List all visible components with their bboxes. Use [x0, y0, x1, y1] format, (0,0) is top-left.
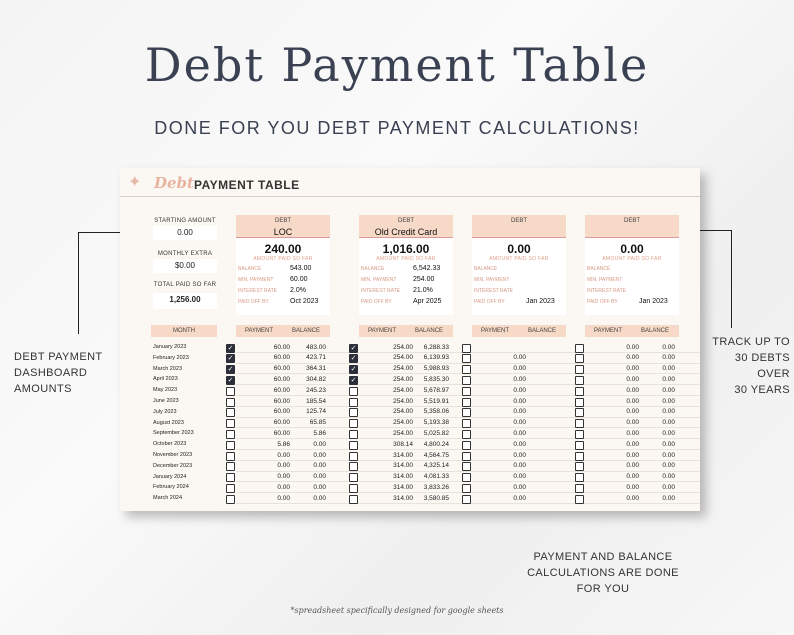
balance-cell: 5,835.30: [423, 375, 449, 383]
balance-cell: 6,139.93: [423, 354, 449, 362]
callout-track-line3: 30 YEARS: [734, 384, 790, 396]
balance-value[interactable]: 543.00: [290, 265, 312, 272]
logo-title: PAYMENT TABLE: [194, 178, 300, 192]
payment-cell[interactable]: 0.00: [513, 365, 526, 373]
paid-checkbox[interactable]: ✓: [227, 366, 234, 374]
paid-checkbox[interactable]: [349, 484, 358, 493]
payment-cell[interactable]: 60.00: [273, 386, 290, 394]
month-cell: June 2023: [153, 397, 179, 404]
paid-checkbox[interactable]: [575, 441, 584, 450]
paid-checkbox[interactable]: [462, 354, 471, 363]
paid-checkbox[interactable]: [226, 495, 235, 504]
paid-checkbox[interactable]: [462, 473, 471, 482]
debt-card-2: [359, 215, 453, 315]
paid-off-row: [585, 297, 679, 308]
min-payment-row: [236, 275, 330, 286]
payment-cell[interactable]: 0.00: [513, 408, 526, 416]
paid-checkbox[interactable]: [226, 452, 235, 461]
paid-off-row: [236, 297, 330, 308]
balance-cell: 0.00: [662, 440, 675, 448]
debt-card-head: DEBT: [585, 215, 679, 227]
balance-label: BALANCE: [474, 266, 498, 272]
balance-cell: 5,988.93: [423, 365, 449, 373]
payment-cell[interactable]: 60.00: [273, 375, 290, 383]
payment-cell[interactable]: 0.00: [626, 365, 639, 373]
paid-checkbox[interactable]: ✓: [350, 344, 357, 352]
payment-cell[interactable]: 0.00: [626, 440, 639, 448]
payment-cell[interactable]: 0.00: [626, 429, 639, 437]
payment-cell[interactable]: 0.00: [513, 440, 526, 448]
amount-paid-label: AMOUNT PAID SO FAR: [602, 256, 662, 262]
debt-name[interactable]: [472, 227, 566, 238]
payment-cell[interactable]: 60.00: [273, 354, 290, 362]
paid-checkbox[interactable]: [462, 495, 471, 504]
paid-checkbox[interactable]: [575, 376, 584, 385]
interest-rate-row: [585, 286, 679, 297]
interest-rate-label: INTEREST RATE: [474, 288, 513, 294]
month-cell: February 2023: [153, 354, 189, 361]
column-header-balance-2: BALANCE: [405, 325, 453, 337]
payment-cell[interactable]: 0.00: [626, 386, 639, 394]
column-header-payment-3: PAYMENT: [472, 325, 518, 337]
column-header-payment-1: PAYMENT: [236, 325, 282, 337]
payment-cell[interactable]: 0.00: [513, 462, 526, 470]
balance-cell: 0.00: [662, 483, 675, 491]
balance-cell: 245.23: [306, 386, 326, 394]
paid-checkbox[interactable]: [226, 387, 235, 396]
month-cell: January 2023: [153, 344, 187, 350]
paid-checkbox[interactable]: [349, 398, 358, 407]
payment-cell[interactable]: 0.00: [513, 483, 526, 491]
payment-cell[interactable]: 0.00: [626, 397, 639, 405]
payment-cell[interactable]: 0.00: [626, 483, 639, 491]
paid-off-row: [359, 297, 453, 308]
callout-dashboard-line1: DEBT PAYMENT: [14, 351, 103, 363]
debt-card-1: [236, 215, 330, 315]
callout-left-connector: [78, 232, 79, 334]
debt-amount-paid: 240.00: [264, 242, 302, 256]
logo-debt-script: Debt: [154, 174, 194, 192]
total-paid-value: 1,256.00: [153, 293, 217, 309]
paid-off-value: Apr 2025: [413, 298, 442, 305]
min-payment-row: [585, 275, 679, 286]
debt-amount-paid: 0.00: [620, 242, 644, 256]
payment-cell[interactable]: 254.00: [393, 365, 413, 373]
paid-checkbox[interactable]: [575, 344, 584, 353]
interest-rate-value[interactable]: 2.0%: [290, 287, 306, 294]
paid-checkbox[interactable]: [226, 398, 235, 407]
paid-checkbox[interactable]: [462, 462, 471, 471]
payment-cell[interactable]: 254.00: [393, 419, 413, 427]
balance-cell: 3,833.26: [423, 483, 449, 491]
payment-cell[interactable]: 254.00: [393, 343, 413, 351]
paid-checkbox[interactable]: [349, 473, 358, 482]
balance-cell: 65.85: [309, 419, 326, 427]
payment-cell[interactable]: 254.00: [393, 429, 413, 437]
payment-cell[interactable]: 314.00: [393, 473, 413, 481]
paid-checkbox[interactable]: [462, 441, 471, 450]
min-payment-label: MIN. PAYMENT: [587, 277, 623, 283]
paid-checkbox[interactable]: ✓: [350, 376, 357, 384]
month-cell: May 2023: [153, 387, 178, 394]
paid-checkbox[interactable]: [575, 495, 584, 504]
spreadsheet-screenshot: [120, 168, 700, 511]
starting-amount-value[interactable]: 0.00: [153, 226, 217, 240]
callout-track: [704, 334, 790, 398]
callout-calc-line3: FOR YOU: [576, 583, 630, 595]
balance-cell: 0.00: [662, 419, 675, 427]
balance-cell: 5,193.38: [423, 419, 449, 427]
interest-rate-label: INTEREST RATE: [361, 288, 400, 294]
payment-cell[interactable]: 0.00: [513, 419, 526, 427]
balance-cell: 0.00: [662, 451, 675, 459]
starting-amount-label: STARTING AMOUNT: [154, 218, 216, 224]
payment-cell[interactable]: 0.00: [513, 375, 526, 383]
column-header-month: MONTH: [151, 325, 217, 337]
payment-cell[interactable]: 0.00: [626, 473, 639, 481]
min-payment-value[interactable]: 254.00: [413, 276, 435, 283]
balance-cell: 5,358.06: [423, 408, 449, 416]
payment-cell[interactable]: 0.00: [626, 375, 639, 383]
callout-track-line1: TRACK UP TO: [712, 336, 790, 348]
payment-cell[interactable]: 0.00: [626, 419, 639, 427]
paid-checkbox[interactable]: [226, 462, 235, 471]
month-cell: March 2024: [153, 495, 183, 502]
paid-checkbox[interactable]: [349, 452, 358, 461]
month-cell: February 2024: [153, 484, 189, 491]
paid-checkbox[interactable]: [462, 344, 471, 353]
payment-cell[interactable]: 0.00: [513, 354, 526, 362]
balance-cell: 0.00: [662, 494, 675, 502]
paid-checkbox[interactable]: [462, 484, 471, 493]
balance-cell: 125.74: [306, 408, 326, 416]
payment-cell[interactable]: 254.00: [393, 408, 413, 416]
paid-checkbox[interactable]: ✓: [227, 344, 234, 352]
debt-card-head: DEBT: [236, 215, 330, 227]
month-column: [153, 342, 217, 504]
month-cell: November 2023: [153, 451, 193, 458]
paid-checkbox[interactable]: [226, 408, 235, 417]
balance-cell: 5,025.82: [423, 429, 449, 437]
balance-cell: 0.00: [662, 343, 675, 351]
balance-cell: 0.00: [662, 473, 675, 481]
balance-cell: 0.00: [662, 408, 675, 416]
paid-checkbox[interactable]: [575, 452, 584, 461]
balance-cell: 364.31: [306, 365, 326, 373]
payment-cell[interactable]: 314.00: [393, 462, 413, 470]
payment-cell[interactable]: 0.00: [626, 343, 639, 351]
balance-cell: 0.00: [662, 386, 675, 394]
callout-track-line2: 30 DEBTS OVER: [734, 352, 790, 380]
paid-checkbox[interactable]: [462, 430, 471, 439]
paid-checkbox[interactable]: [575, 387, 584, 396]
payment-cell[interactable]: 254.00: [393, 397, 413, 405]
callout-dashboard: [14, 349, 103, 397]
paid-checkbox[interactable]: [575, 430, 584, 439]
balance-value[interactable]: 6,542.33: [413, 265, 441, 272]
payment-cell[interactable]: 0.00: [277, 483, 290, 491]
balance-cell: 185.54: [306, 397, 326, 405]
paid-checkbox[interactable]: [575, 398, 584, 407]
payment-cell[interactable]: 254.00: [393, 386, 413, 394]
paid-checkbox[interactable]: ✓: [350, 355, 357, 363]
balance-row: [585, 264, 679, 275]
balance-cell: 4,081.33: [423, 473, 449, 481]
payment-cell[interactable]: 60.00: [273, 343, 290, 351]
debt-name[interactable]: Old Credit Card: [359, 227, 453, 238]
paid-checkbox[interactable]: [226, 419, 235, 428]
month-cell: March 2023: [153, 365, 183, 372]
balance-cell: 5,519.91: [423, 397, 449, 405]
month-cell: December 2023: [153, 462, 193, 469]
debt-card-head: DEBT: [359, 215, 453, 227]
balance-row: [236, 264, 330, 275]
balance-cell: 0.00: [313, 494, 326, 502]
balance-cell: 0.00: [313, 440, 326, 448]
paid-checkbox[interactable]: [226, 441, 235, 450]
paid-checkbox[interactable]: ✓: [227, 376, 234, 384]
balance-cell: 4,564.75: [423, 451, 449, 459]
min-payment-row: [359, 275, 453, 286]
payment-cell[interactable]: 60.00: [273, 429, 290, 437]
min-payment-label: MIN. PAYMENT: [474, 277, 510, 283]
interest-rate-row: [236, 286, 330, 297]
debt-name[interactable]: LOC: [236, 227, 330, 238]
paid-off-value: Oct 2023: [290, 298, 319, 305]
debt-name[interactable]: [585, 227, 679, 238]
payment-cell[interactable]: 254.00: [393, 375, 413, 383]
paid-checkbox[interactable]: [349, 441, 358, 450]
column-header-balance-1: BALANCE: [282, 325, 330, 337]
balance-cell: 0.00: [313, 451, 326, 459]
payment-cell[interactable]: 5.86: [277, 440, 290, 448]
paid-off-label: PAID OFF BY: [474, 299, 505, 305]
payment-cell[interactable]: 0.00: [513, 473, 526, 481]
paid-checkbox[interactable]: [349, 408, 358, 417]
monthly-extra-label: MONTHLY EXTRA: [157, 251, 213, 257]
min-payment-label: MIN. PAYMENT: [361, 277, 397, 283]
interest-rate-value[interactable]: 21.0%: [413, 287, 433, 294]
balance-cell: 0.00: [662, 462, 675, 470]
payment-cell[interactable]: 314.00: [393, 451, 413, 459]
payment-cell[interactable]: 0.00: [277, 473, 290, 481]
min-payment-value[interactable]: 60.00: [290, 276, 308, 283]
interest-rate-label: INTEREST RATE: [587, 288, 626, 294]
paid-checkbox[interactable]: [349, 462, 358, 471]
paid-checkbox[interactable]: [575, 419, 584, 428]
paid-checkbox[interactable]: ✓: [350, 366, 357, 374]
balance-cell: 0.00: [662, 365, 675, 373]
month-cell: October 2023: [153, 441, 187, 448]
balance-cell: 5,678.97: [423, 386, 449, 394]
payment-cell[interactable]: 0.00: [513, 386, 526, 394]
balance-cell: 0.00: [313, 483, 326, 491]
payment-cell[interactable]: 0.00: [277, 494, 290, 502]
column-header-balance-4: BALANCE: [631, 325, 679, 337]
month-cell: August 2023: [153, 419, 184, 426]
payment-cell[interactable]: 254.00: [393, 354, 413, 362]
paid-off-value: Jan 2023: [526, 298, 555, 305]
payment-cell[interactable]: 0.00: [277, 451, 290, 459]
balance-cell: 5.86: [313, 429, 326, 437]
payment-cell[interactable]: 60.00: [273, 365, 290, 373]
balance-cell: 0.00: [313, 462, 326, 470]
total-paid-label: TOTAL PAID SO FAR: [153, 282, 217, 288]
paid-checkbox[interactable]: [349, 387, 358, 396]
debt-amount-paid: 1,016.00: [382, 242, 430, 256]
debt-amount-paid: 0.00: [507, 242, 531, 256]
balance-row: [359, 264, 453, 275]
paid-checkbox[interactable]: [462, 398, 471, 407]
callout-calc: [520, 549, 686, 597]
paid-off-value: Jan 2023: [639, 298, 668, 305]
balance-cell: 423.71: [306, 354, 326, 362]
paid-checkbox[interactable]: [462, 452, 471, 461]
balance-cell: 6,288.33: [423, 343, 449, 351]
amount-paid-label: AMOUNT PAID SO FAR: [489, 256, 549, 262]
amount-paid-label: AMOUNT PAID SO FAR: [376, 256, 436, 262]
sparkle-icon: ✦: [128, 174, 142, 191]
paid-checkbox[interactable]: [575, 462, 584, 471]
interest-rate-row: [359, 286, 453, 297]
paid-checkbox[interactable]: [462, 408, 471, 417]
payment-cell[interactable]: 60.00: [273, 397, 290, 405]
balance-cell: 304.82: [306, 375, 326, 383]
callout-dashboard-line3: AMOUNTS: [14, 383, 72, 395]
paid-checkbox[interactable]: [349, 430, 358, 439]
payment-cell[interactable]: 60.00: [273, 408, 290, 416]
amount-paid-label: AMOUNT PAID SO FAR: [253, 256, 313, 262]
payment-cell[interactable]: 308.14: [393, 440, 413, 448]
paid-checkbox[interactable]: [349, 419, 358, 428]
payment-cell[interactable]: 0.00: [513, 451, 526, 459]
balance-cell: 483.00: [306, 343, 326, 351]
paid-checkbox[interactable]: [226, 430, 235, 439]
paid-checkbox[interactable]: [575, 408, 584, 417]
payment-cell[interactable]: 60.00: [273, 419, 290, 427]
callout-right-connector-v: [731, 230, 732, 328]
month-cell: April 2023: [153, 376, 178, 383]
month-cell: September 2023: [153, 430, 194, 437]
paid-off-label: PAID OFF BY: [587, 299, 618, 305]
callout-calc-line2: CALCULATIONS ARE DONE: [527, 567, 679, 579]
page-title: Debt Payment Table: [144, 38, 650, 92]
balance-cell: 3,580.85: [423, 494, 449, 502]
paid-off-row: [472, 297, 566, 308]
callout-calc-line1: PAYMENT AND BALANCE: [533, 551, 673, 563]
column-header-payment-2: PAYMENT: [359, 325, 405, 337]
paid-checkbox[interactable]: [575, 365, 584, 374]
balance-cell: 0.00: [662, 429, 675, 437]
balance-cell: 4,800.24: [423, 440, 449, 448]
footnote: *spreadsheet specifically designed for google sheets: [290, 606, 504, 615]
debt-card-4: [585, 215, 679, 315]
paid-checkbox[interactable]: [226, 484, 235, 493]
paid-checkbox[interactable]: [462, 365, 471, 374]
min-payment-label: MIN. PAYMENT: [238, 277, 274, 283]
payment-cell[interactable]: 0.00: [626, 354, 639, 362]
page-subtitle: DONE FOR YOU DEBT PAYMENT CALCULATIONS!: [154, 118, 640, 138]
paid-checkbox[interactable]: [462, 387, 471, 396]
column-header-balance-3: BALANCE: [518, 325, 566, 337]
balance-label: BALANCE: [238, 266, 262, 272]
debt-card-head: DEBT: [472, 215, 566, 227]
month-cell: January 2024: [153, 473, 187, 480]
paid-checkbox[interactable]: [462, 376, 471, 385]
paid-checkbox[interactable]: [575, 484, 584, 493]
payment-cell[interactable]: 0.00: [513, 397, 526, 405]
balance-cell: 4,325.14: [423, 462, 449, 470]
balance-cell: 0.00: [313, 473, 326, 481]
month-cell: July 2023: [153, 408, 177, 415]
payment-cell[interactable]: 0.00: [626, 408, 639, 416]
payment-cell[interactable]: 0.00: [513, 494, 526, 502]
balance-row: [472, 264, 566, 275]
monthly-extra-value[interactable]: $0.00: [153, 259, 217, 273]
interest-rate-label: INTEREST RATE: [238, 288, 277, 294]
paid-off-label: PAID OFF BY: [238, 299, 269, 305]
paid-checkbox[interactable]: [226, 473, 235, 482]
balance-label: BALANCE: [587, 266, 611, 272]
interest-rate-row: [472, 286, 566, 297]
paid-checkbox[interactable]: ✓: [227, 355, 234, 363]
payment-cell[interactable]: 0.00: [277, 462, 290, 470]
payment-cell[interactable]: 0.00: [626, 462, 639, 470]
sheet-header: [120, 168, 700, 197]
debt-card-3: [472, 215, 566, 315]
paid-checkbox[interactable]: [462, 419, 471, 428]
callout-dashboard-line2: DASHBOARD: [14, 367, 88, 379]
paid-off-label: PAID OFF BY: [361, 299, 392, 305]
payment-cell[interactable]: 0.00: [626, 451, 639, 459]
paid-checkbox[interactable]: [575, 473, 584, 482]
payment-cell[interactable]: 314.00: [393, 483, 413, 491]
balance-label: BALANCE: [361, 266, 385, 272]
payment-cell[interactable]: 0.00: [513, 429, 526, 437]
balance-cell: 0.00: [662, 397, 675, 405]
payment-cell[interactable]: 314.00: [393, 494, 413, 502]
column-header-payment-4: PAYMENT: [585, 325, 631, 337]
balance-cell: 0.00: [662, 354, 675, 362]
paid-checkbox[interactable]: [575, 354, 584, 363]
payment-cell[interactable]: 0.00: [626, 494, 639, 502]
min-payment-row: [472, 275, 566, 286]
balance-cell: 0.00: [662, 375, 675, 383]
paid-checkbox[interactable]: [349, 495, 358, 504]
